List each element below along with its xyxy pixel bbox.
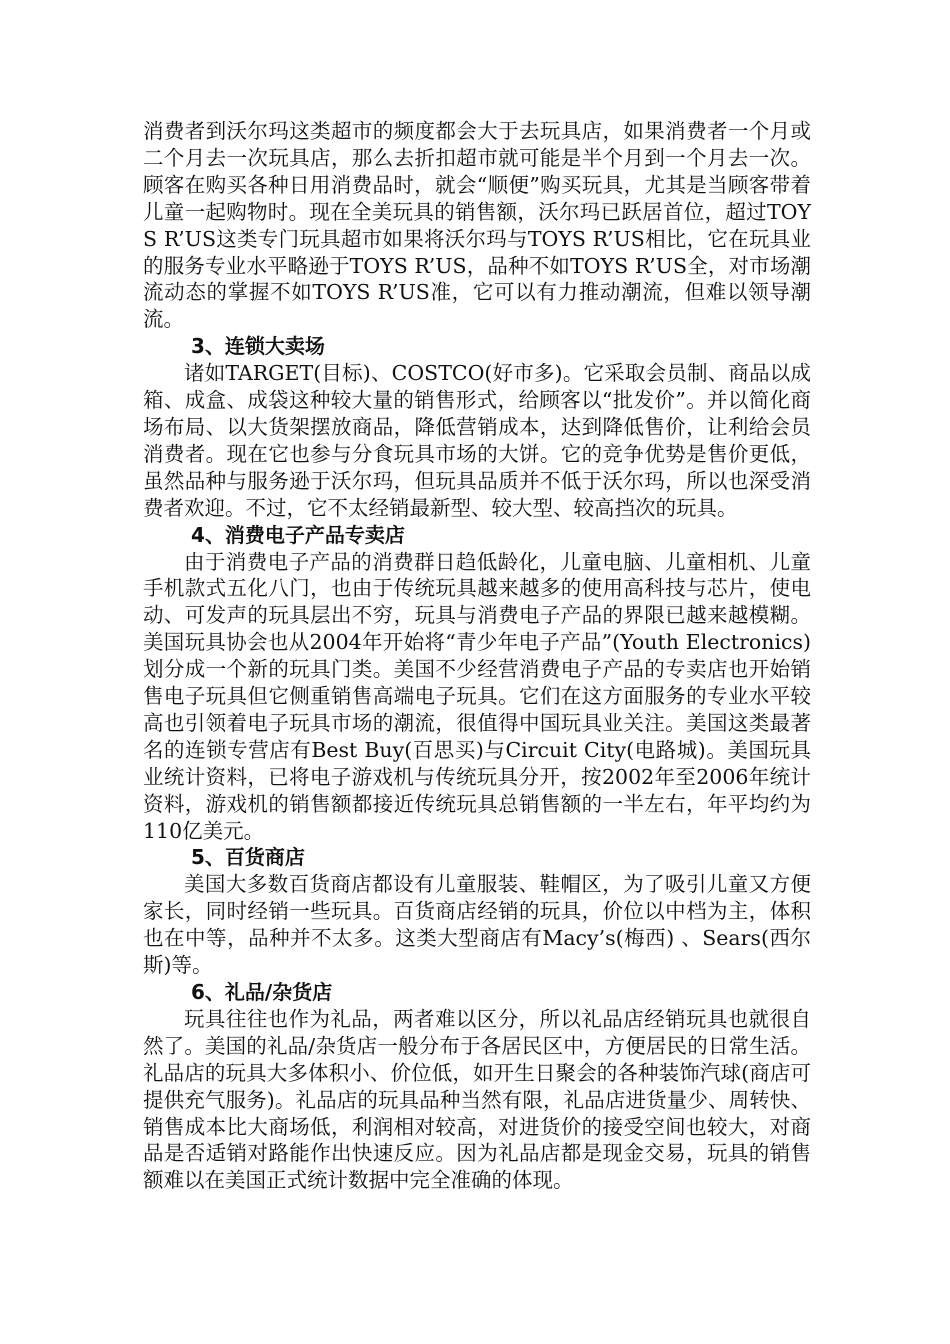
section-body-department-store: 美国大多数百货商店都设有儿童服装、鞋帽区，为了吸引儿童又方便家长，同时经销一些玩具。百货商店经销的玩具，价位以中档为主，体积也在中等，品种并不太多。这类大型商店有Macy’s(梅西) 、Sears(西尔斯)等。: [143, 872, 811, 978]
section-heading-gift-shop: 6、礼品/杂货店: [191, 980, 333, 1004]
section-heading-electronics-store: 4、消费电子产品专卖店: [191, 522, 405, 547]
section-heading-department-store: 5、百货商店: [191, 845, 305, 870]
document-page: [143, 118, 811, 1194]
section-heading-chain-warehouse: 3、连锁大卖场: [191, 334, 325, 359]
section-body-electronics-store: 由于消费电子产品的消费群日趋低龄化，儿童电脑、儿童相机、儿童手机款式五化八门，也由于传统玩具越来越多的使用高科技与芯片，使电动、可发声的玩具层出不穷，玩具与消费电子产品的界限已越来越模糊。美国玩具协会也从2004年开始将“青少年电子产品”(Youth Electronics)划分成一个新的玩具门类。美国不少经营消费电子产品的专卖店也开始销售电子玩具但它侧重销售高端电子玩具。它们在这方面服务的专业水平较高也引领着电子玩具市场的潮流，很值得中国玩具业关注。美国这类最著名的连锁专营店有Best Buy(百思买)与Circuit City(电路城)。美国玩具业统计资料，已将电子游戏机与传统玩具分开，按2002年至2006年统计资料，游戏机的销售额都接近传统玩具总销售额的一半左右，年平均约为110亿美元。: [143, 549, 811, 843]
section-body-chain-warehouse: 诸如TARGET(目标)、COSTCO(好市多)。它采取会员制、商品以成箱、成盒、成袋这种较大量的销售形式，给顾客以“批发价”。并以简化商场布局、以大货架摆放商品，降低营销成本，达到降低售价，让利给会员消费者。现在它也参与分食玩具市场的大饼。它的竞争优势是售价更低，虽然品种与服务逊于沃尔玛，但玩具品质并不低于沃尔玛，所以也深受消费者欢迎。不过，它不太经销最新型、较大型、较高挡次的玩具。: [143, 361, 811, 520]
section-body-gift-shop: 玩具往往也作为礼品，两者难以区分，所以礼品店经销玩具也就很自然了。美国的礼品/杂货店一般分布于各居民区中，方便居民的日常生活。礼品店的玩具大多体积小、价位低，如开生日聚会的各种装饰汽球(商店可提供充气服务)。礼品店的玩具品种当然有限，礼品店进货量少、周转快、销售成本比大商场低，利润相对较高，对进货价的接受空间也较大，对商品是否适销对路能作出快速反应。因为礼品店都是现金交易，玩具的销售额难以在美国正式统计数据中完全准确的体现。: [143, 1006, 811, 1193]
intro-paragraph: 消费者到沃尔玛这类超市的频度都会大于去玩具店，如果消费者一个月或二个月去一次玩具店，那么去折扣超市就可能是半个月到一个月去一次。顾客在购买各种日用消费品时，就会“顺便”购买玩具，尤其是当顾客带着儿童一起购物时。现在全美玩具的销售额，沃尔玛已跃居首位，超过TOYS R’US这类专门玩具超市如果将沃尔玛与TOYS R’US相比，它在玩具业的服务专业水平略逊于TOYS R’US，品种不如TOYS R’US全，对市场潮流动态的掌握不如TOYS R’US准，它可以有力推动潮流，但难以领导潮流。: [143, 119, 811, 332]
